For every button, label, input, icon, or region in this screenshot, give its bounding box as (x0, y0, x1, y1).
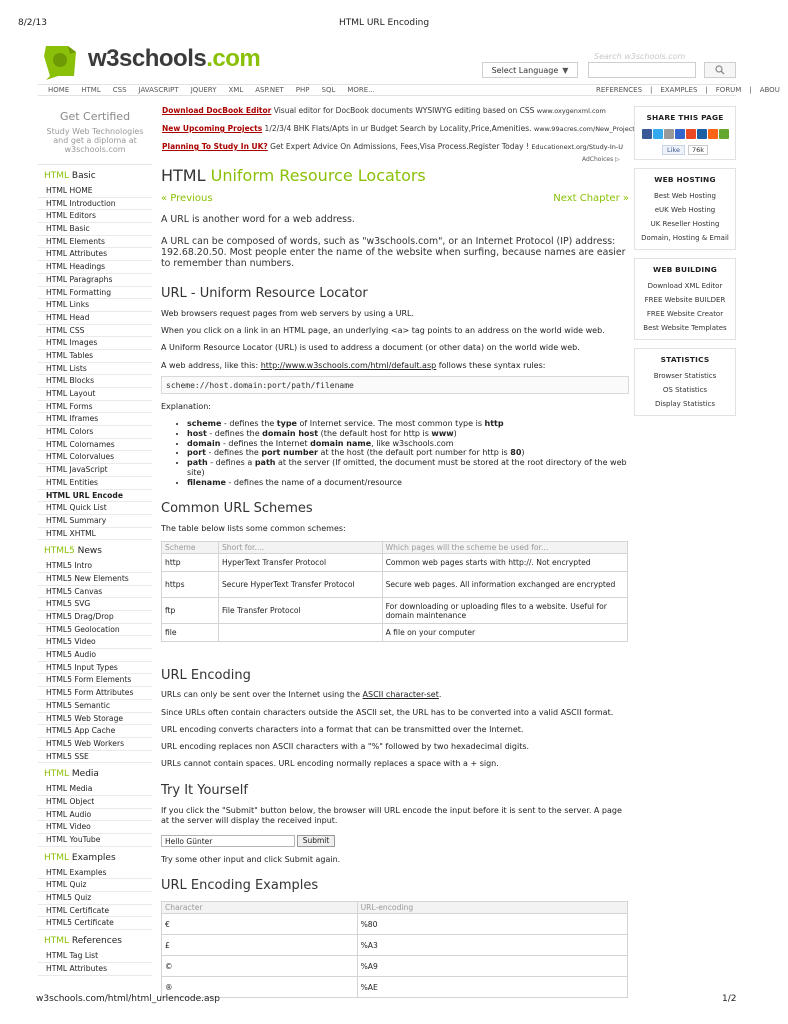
previous-link[interactable]: « Previous (161, 193, 213, 204)
web-building-link[interactable]: Best Website Templates (643, 324, 727, 332)
ascii-charset-link[interactable]: ASCII character-set (362, 690, 439, 699)
table-header-cell: Scheme (162, 542, 219, 554)
sidebar-item[interactable]: HTML Introduction (38, 198, 152, 211)
share-title: SHARE THIS PAGE (646, 113, 724, 122)
sidebar-section-accent: HTML5 (44, 546, 75, 557)
statistics-link[interactable]: Browser Statistics (653, 372, 717, 380)
print-page-number: 1/2 (722, 994, 737, 1004)
nav-link[interactable]: MORE... (347, 86, 375, 94)
ad-block (162, 106, 635, 160)
schemes-table (161, 541, 628, 642)
sidebar-section-heading (44, 769, 152, 781)
nav-link[interactable]: EXAMPLES (660, 86, 698, 94)
nav-link[interactable]: PHP (295, 86, 310, 94)
explanation-bold: www (431, 428, 454, 438)
sidebar-section-heading (44, 171, 152, 183)
explanation-term: path (187, 458, 208, 468)
sidebar-section-heading (44, 546, 152, 558)
table-cell: %A9 (357, 956, 627, 977)
web-hosting-link[interactable]: Domain, Hosting & Email (641, 234, 729, 242)
nav-link[interactable]: CSS (112, 86, 127, 94)
explanation-term: scheme (187, 419, 222, 428)
nav-separator: | (705, 86, 708, 94)
example-url-link[interactable]: http://www.w3schools.com/html/default.asp (260, 361, 437, 370)
explanation-text: - defines the (206, 428, 263, 438)
table-cell: https (162, 572, 219, 598)
try-text-input[interactable]: Hello Günter (161, 835, 295, 847)
like-row (635, 145, 735, 155)
table-cell: € (162, 914, 358, 935)
try-paragraph: If you click the "Submit" button below, the browser will URL encode the input before it is sent to the server. A page at the server will display the received input. (161, 806, 622, 825)
top-nav-left (48, 86, 387, 94)
web-hosting-link[interactable]: Best Web Hosting (654, 192, 716, 200)
explanation-label: Explanation: (161, 402, 211, 411)
language-select[interactable] (482, 62, 578, 78)
search-input[interactable] (588, 62, 696, 78)
table-cell: Secure HyperText Transfer Protocol (218, 572, 382, 598)
sidebar-item[interactable]: HTML Object (38, 796, 152, 809)
ad-description: 1/2/3/4 BHK Flats/Apts in ur Budget Search by Locality,Price,Amenities. (262, 124, 534, 133)
sidebar-item[interactable]: HTML Quiz (38, 879, 152, 892)
explanation-term: host (187, 428, 207, 438)
sidebar-item[interactable]: HTML Paragraphs (38, 274, 152, 287)
table-row (162, 598, 628, 624)
table-row (162, 554, 628, 572)
sidebar-item[interactable]: HTML Attributes (38, 963, 152, 976)
table-row (162, 914, 628, 935)
explanation-text: at the server (If omitted, the document must be stored at the root directory of the web site) (187, 458, 627, 477)
explanation-bold: domain host (262, 428, 319, 438)
chevron-down-icon: ▼ (562, 65, 569, 75)
sidebar-item[interactable]: HTML5 Form Elements (38, 674, 152, 687)
heading-url: URL - Uniform Resource Locator (161, 286, 368, 301)
web-building-box (634, 258, 736, 340)
digg-icon[interactable] (697, 129, 707, 139)
sidebar-section-heading (44, 936, 152, 948)
sidebar-section-title: Basic (69, 171, 96, 181)
ad-row (162, 142, 632, 160)
table-cell: £ (162, 935, 358, 956)
explanation-text: - defines the (221, 419, 277, 428)
print-title: HTML URL Encoding (338, 18, 430, 28)
explanation-term: filename (187, 477, 226, 487)
ad-description: Get Expert Advice On Admissions, Fees,Visa Process.Register Today ! (267, 142, 532, 151)
heading-try-it: Try It Yourself (161, 783, 248, 798)
sidebar-item[interactable]: HTML Editors (38, 210, 152, 223)
nav-separator: | (749, 86, 752, 94)
ad-title-link[interactable]: New Upcoming Projects (162, 124, 263, 133)
sidebar-item[interactable]: HTML URL Encode (38, 490, 152, 503)
nav-link[interactable]: JQUERY (190, 86, 217, 94)
search-icon (715, 65, 725, 75)
sidebar-item[interactable]: HTML Colornames (38, 439, 152, 452)
top-navbar (38, 84, 780, 96)
sidebar-item[interactable]: HTML5 Input Types (38, 662, 152, 675)
sidebar-item[interactable]: HTML Head (38, 312, 152, 325)
nav-separator: | (650, 86, 653, 94)
nav-link[interactable]: FORUM (715, 86, 742, 94)
nav-link[interactable]: ABOU (759, 86, 780, 94)
sidebar-item[interactable]: HTML Quick List (38, 502, 152, 515)
divider (38, 164, 152, 165)
language-select-label: Select Language (491, 65, 559, 75)
sidebar-item[interactable]: HTML5 SSE (38, 751, 152, 764)
sidebar-section-heading (44, 853, 152, 865)
sidebar-item[interactable]: HTML Video (38, 821, 152, 834)
page-title: HTML Uniform Resource Locators (161, 166, 426, 185)
table-cell: Common web pages starts with http://. Not encrypted (382, 554, 627, 572)
sidebar-section-title: News (74, 546, 102, 557)
statistics-link[interactable]: Display Statistics (654, 400, 716, 408)
ad-description: Visual editor for DocBook documents WYSIWYG editing based on CSS (271, 106, 537, 115)
intro-paragraph-1: A URL is another word for a web address. (161, 214, 355, 225)
sidebar-item[interactable]: HTML Images (38, 337, 152, 350)
url-paragraph-1: Web browsers request pages from web servers by using a URL. (161, 309, 414, 318)
sidebar-item[interactable]: HTML Colors (38, 426, 152, 439)
ad-title-link[interactable]: Download DocBook Editor (162, 106, 272, 115)
ad-title-link[interactable]: Planning To Study In UK? (162, 142, 268, 151)
sidebar-item[interactable]: HTML XHTML (38, 528, 152, 541)
explanation-text: , like w3schools.com (371, 438, 454, 448)
nav-link[interactable]: REFERENCES (596, 86, 643, 94)
statistics-link[interactable]: OS Statistics (662, 386, 708, 394)
table-row (162, 935, 628, 956)
logo-text: w3schools.com (88, 45, 261, 72)
nav-link[interactable]: JAVASCRIPT (138, 86, 179, 94)
web-building-link[interactable]: FREE Website Creator (646, 310, 724, 318)
site-logo[interactable] (38, 40, 268, 84)
table-header-cell: URL-encoding (357, 902, 627, 914)
table-cell: %80 (357, 914, 627, 935)
sidebar-item[interactable]: HTML5 Drag/Drop (38, 611, 152, 624)
sidebar-section-accent: HTML (44, 769, 70, 780)
explanation-list (177, 419, 629, 488)
ad-row (162, 106, 632, 124)
explanation-text: - defines the name of a document/resource (225, 477, 402, 487)
sidebar-item[interactable]: HTML5 SVG (38, 598, 152, 611)
sidebar-item[interactable]: HTML HOME (38, 185, 152, 198)
web-building-link[interactable]: FREE Website BUILDER (644, 296, 726, 304)
sidebar-item[interactable]: HTML Basic (38, 223, 152, 236)
sidebar-section-title: References (69, 936, 122, 947)
url-paragraph-3: A Uniform Resource Locator (URL) is used to address a document (or other data) on the world wide web. (161, 343, 580, 352)
sidebar-item[interactable]: HTML Headings (38, 261, 152, 274)
sidebar-item[interactable]: HTML5 Quiz (38, 892, 152, 905)
sidebar-item[interactable]: HTML Entities (38, 477, 152, 490)
adchoices-link[interactable]: AdChoices ▷ (582, 156, 620, 163)
intro-paragraph-2: A URL can be composed of words, such as "w3schools.com", or an Internet Protocol (IP) address: 192.68.20.50. Most people enter the name of the website when surfing, because names are easier to remember than numbers. (161, 236, 626, 269)
sidebar-item[interactable]: HTML Blocks (38, 375, 152, 388)
table-header-cell: Which pages will the scheme be used for... (382, 542, 627, 554)
sidebar-item[interactable]: HTML Attributes (38, 248, 152, 261)
explanation-item (187, 458, 629, 478)
sidebar-item[interactable]: HTML Lists (38, 363, 152, 376)
web-building-link[interactable]: Download XML Editor (647, 282, 723, 290)
encoding-paragraph-4: URL encoding replaces non ASCII characters with a "%" followed by two hexadecimal digits. (161, 742, 530, 751)
sidebar-item[interactable]: HTML5 Web Storage (38, 713, 152, 726)
sidebar-item[interactable]: HTML5 Video (38, 636, 152, 649)
sidebar-item[interactable]: HTML Iframes (38, 413, 152, 426)
get-certified-heading: Get Certified (59, 110, 131, 123)
like-count: 76k (688, 145, 708, 155)
left-sidebar (38, 100, 152, 976)
statistics-box (634, 348, 736, 416)
explanation-item (187, 448, 629, 458)
facebook-like-button[interactable]: Like (662, 145, 685, 155)
next-chapter-link[interactable]: Next Chapter » (553, 193, 629, 204)
print-header (0, 14, 768, 28)
try-paragraph-2: Try some other input and click Submit again. (161, 855, 341, 864)
examples-table (161, 901, 628, 998)
explanation-bold: http (484, 419, 504, 428)
sidebar-item[interactable]: HTML Tag List (38, 950, 152, 963)
table-cell: File Transfer Protocol (218, 598, 382, 624)
sidebar-item[interactable]: HTML Forms (38, 401, 152, 414)
sidebar-item[interactable]: HTML Summary (38, 515, 152, 528)
web-hosting-link[interactable]: eUK Web Hosting (654, 206, 716, 214)
top-nav-right (596, 86, 788, 94)
explanation-bold: domain name (310, 438, 372, 448)
nav-link[interactable]: SQL (321, 86, 336, 94)
syntax-code-box: scheme://host.domain:port/path/filename (161, 376, 629, 394)
nav-link[interactable]: ASP.NET (255, 86, 284, 94)
ad-url[interactable]: www.oxygenxml.com (536, 107, 606, 115)
table-header-cell: Character (162, 902, 358, 914)
sidebar-item[interactable]: HTML Formatting (38, 287, 152, 300)
get-certified-box[interactable] (38, 110, 152, 154)
web-hosting-link[interactable]: UK Reseller Hosting (650, 220, 720, 228)
heading-examples: URL Encoding Examples (161, 878, 319, 893)
stumbleupon-icon[interactable] (686, 129, 696, 139)
ad-url[interactable]: www.99acres.com/New_Project (533, 125, 635, 133)
explanation-item (187, 478, 629, 488)
table-cell (218, 624, 382, 642)
nav-link[interactable]: XML (228, 86, 244, 94)
heading-schemes: Common URL Schemes (161, 501, 313, 516)
explanation-text: - defines the (206, 448, 262, 458)
table-cell: HyperText Transfer Protocol (218, 554, 382, 572)
sidebar-item[interactable]: HTML5 Certificate (38, 917, 152, 930)
sidebar-item[interactable]: HTML Certificate (38, 905, 152, 918)
encoding-paragraph-2: Since URLs often contain characters outside the ASCII set, the URL has to be converted into a valid ASCII format. (161, 708, 614, 717)
delicious-icon[interactable] (675, 129, 685, 139)
table-cell: Secure web pages. All information exchanged are encrypted (382, 572, 627, 598)
sidebar-item[interactable]: HTML Layout (38, 388, 152, 401)
mail-icon[interactable] (664, 129, 674, 139)
ad-url[interactable]: Educationext.org/Study-In-U (531, 143, 624, 151)
search-placeholder-text: Search w3schools.com (594, 52, 686, 61)
search-button[interactable] (704, 62, 736, 78)
sidebar-item[interactable]: HTML YouTube (38, 834, 152, 847)
sidebar-item[interactable]: HTML5 Semantic (38, 700, 152, 713)
twitter-icon[interactable] (653, 129, 663, 139)
table-cell: ftp (162, 598, 219, 624)
nav-link[interactable]: HTML (81, 86, 101, 94)
table-cell: %A3 (357, 935, 627, 956)
sidebar-item[interactable]: HTML Media (38, 783, 152, 796)
sidebar-section-title: Media (69, 769, 99, 780)
explanation-item (187, 419, 629, 429)
sidebar-item[interactable]: HTML5 Audio (38, 649, 152, 662)
share-box (634, 106, 736, 160)
submit-button[interactable]: Submit (297, 835, 335, 847)
heading-url-encoding: URL Encoding (161, 668, 251, 683)
encoding-paragraph-3: URL encoding converts characters into a format that can be transmitted over the Internet. (161, 725, 524, 734)
table-cell: %AE (357, 977, 627, 998)
sidebar-item[interactable]: HTML Examples (38, 867, 152, 880)
explanation-bold: type (276, 419, 297, 428)
explanation-bold: port number (261, 448, 318, 458)
right-sidebar (634, 106, 736, 424)
table-row (162, 956, 628, 977)
sidebar-item[interactable]: HTML5 Geolocation (38, 624, 152, 637)
web-building-title: WEB BUILDING (652, 265, 718, 274)
sidebar-section-title: Examples (69, 852, 116, 863)
sidebar-item[interactable]: HTML5 Canvas (38, 586, 152, 599)
sidebar-item[interactable]: HTML JavaScript (38, 464, 152, 477)
explanation-text: ) (453, 428, 457, 438)
sidebar-section-accent: HTML (44, 852, 70, 863)
statistics-title: STATISTICS (660, 355, 710, 364)
table-row (162, 624, 628, 642)
sidebar-item[interactable]: HTML Links (38, 299, 152, 312)
ad-row (162, 124, 635, 142)
sidebar-sections (38, 171, 152, 976)
facebook-icon[interactable] (642, 129, 652, 139)
sidebar-item[interactable]: HTML Elements (38, 236, 152, 249)
explanation-text: (the default host for http is (318, 428, 432, 438)
print-footer (0, 994, 768, 1006)
sidebar-section-accent: HTML (44, 936, 70, 947)
url-paragraph-2: When you click on a link in an HTML page, an underlying <a> tag points to an address on the world wide web. (161, 326, 605, 335)
explanation-bold: 80 (510, 448, 522, 458)
explanation-bold: path (254, 458, 276, 468)
sidebar-item[interactable]: HTML Audio (38, 809, 152, 822)
nav-link[interactable]: HOME (48, 86, 70, 94)
table-cell: file (162, 624, 219, 642)
reddit-icon[interactable] (708, 129, 718, 139)
table-cell: For downloading or uploading files to a website. Useful for domain maintenance (382, 598, 627, 624)
explanation-term: port (187, 448, 206, 458)
sidebar-section-accent: HTML (44, 171, 70, 181)
sidebar-item[interactable]: HTML Colorvalues (38, 451, 152, 464)
web-hosting-title: WEB HOSTING (654, 175, 716, 184)
table-cell: ® (162, 977, 358, 998)
explanation-text: at the host (the default port number for http is (318, 448, 511, 458)
explanation-text: of Internet service. The most common type is (296, 419, 485, 428)
table-cell: http (162, 554, 219, 572)
sidebar-item[interactable]: HTML CSS (38, 325, 152, 338)
w3schools-logo-icon (40, 42, 86, 82)
sidebar-item[interactable]: HTML5 New Elements (38, 573, 152, 586)
sidebar-item[interactable]: HTML5 Web Workers (38, 738, 152, 751)
share-icons (635, 129, 735, 139)
table-header-cell: Short for.... (218, 542, 382, 554)
sidebar-item[interactable]: HTML Tables (38, 350, 152, 363)
explanation-item (187, 439, 629, 449)
schemes-paragraph: The table below lists some common schemes: (161, 524, 346, 533)
encoding-paragraph-5: URLs cannot contain spaces. URL encoding normally replaces a space with a + sign. (161, 759, 499, 768)
explanation-text: - defines the Internet (220, 438, 311, 448)
sidebar-item[interactable]: HTML5 Intro (38, 560, 152, 573)
explanation-text: ) (521, 448, 525, 458)
explanation-text: - defines a (207, 458, 255, 468)
sidebar-item[interactable]: HTML5 Form Attributes (38, 687, 152, 700)
url-paragraph-4: A web address, like this: http://www.w3schools.com/html/default.asp follows these syntax rules: (161, 361, 546, 370)
web-hosting-box (634, 168, 736, 250)
explanation-item (187, 429, 629, 439)
table-cell: © (162, 956, 358, 977)
print-footer-url: w3schools.com/html/html_urlencode.asp (36, 994, 220, 1004)
more-share-icon[interactable] (719, 129, 729, 139)
table-row (162, 572, 628, 598)
get-certified-text: Study Web Technologies and get a diploma at w3schools.com (46, 127, 144, 154)
sidebar-item[interactable]: HTML5 App Cache (38, 725, 152, 738)
explanation-term: domain (187, 438, 221, 448)
encoding-paragraph-1: URLs can only be sent over the Internet using the ASCII character-set. (161, 690, 442, 699)
print-date: 8/2/13 (18, 18, 47, 28)
table-cell: A file on your computer (382, 624, 627, 642)
